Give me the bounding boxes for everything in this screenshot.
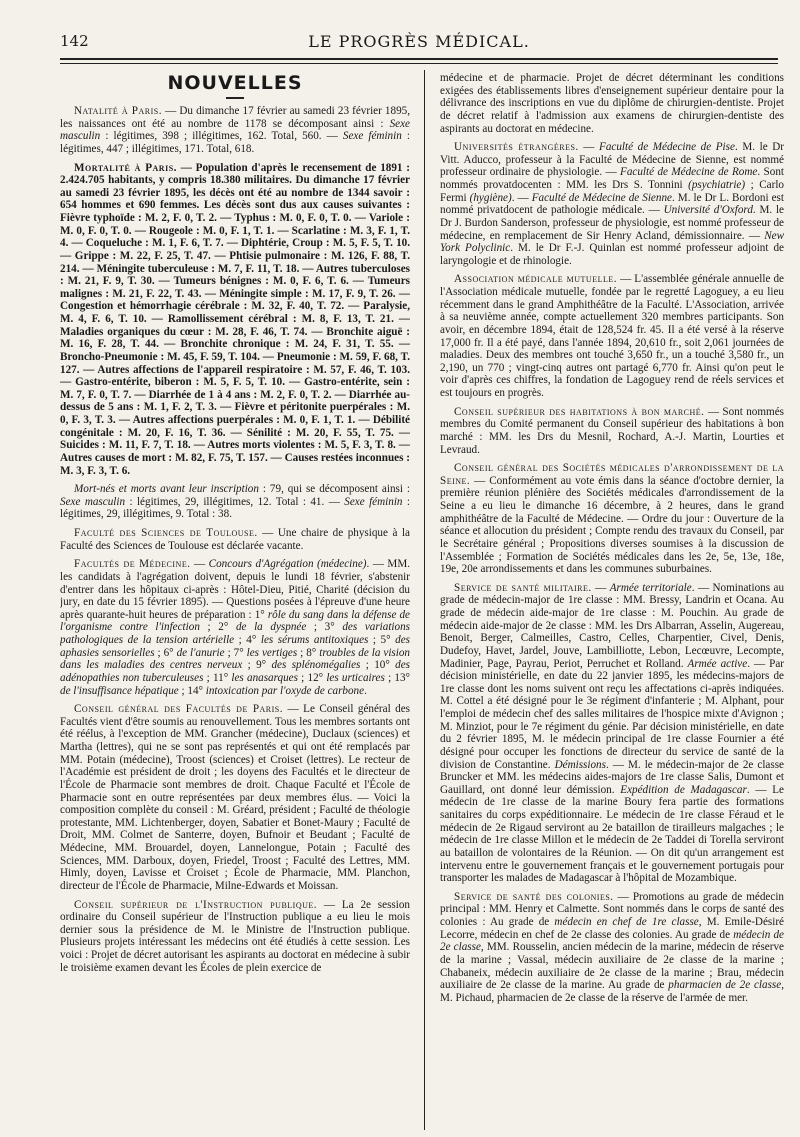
page-number: 142 xyxy=(60,32,89,50)
header-rule-thin xyxy=(60,63,778,64)
article-heading: Conseil supérieur des habitations à bon marché. xyxy=(454,405,705,418)
article-mortalite: Mortalité à Paris. — Population d'après le recensement de 1891 : 2.424.705 habitants, y compris 18.380 militaires. Du dimanche 17 février au samedi 23 février 1895, les décès ont été au nombre de 1344 savoir : 654 hommes et 690 femmes. Les décès sont dus aux causes suivantes : Fièvre typhoïde : M. 2, F. 0, T. 2. — Typhus : M. 0, F. 0, T. 0. — Variole : M. 0, F. 0, T. 0. — Rougeole : M. 0, F. 1, T. 1. — Scarlatine : M. 3, F. 1, T. 4. — Coqueluche : M. 1, F. 6, T. 7. — Diphtérie, Croup : M. 5, F. 5, T. 10. — Grippe : M. 22, F. 25, T. 47. — Phtisie pulmonaire : M. 126, F. 88, T. 214. — Méningite tuberculeuse : M. 7, F. 11, T. 18. — Autres tuberculoses : M. 21, F. 9, T. 30. — Tumeurs bénignes : M. 0, F. 6, T. 6. — Tumeurs malignes : M. 21, F. 22, T. 43. — Méningite simple : M. 17, F. 9, T. 26. — Congestion et hémorrhagie cérébrale : M. 32, F. 40, T. 72. — Paralysie, M. 4, F. 6, T. 10. — Ramollissement cérébral : M. 8, F. 13, T. 21. — Maladies organiques du cœur : M. 28, F. 46, T. 74. — Bronchite aiguë : M. 16, F. 28, T. 44. — Bronchite chronique : M. 24, F. 31, T. 55. — Broncho-Pneumonie : M. 45, F. 59, T. 104. — Pneumonie : M. 59, F. 68, T. 127. — Autres affections de l'appareil respiratoire : M. 57, F. 46, T. 103. — Gastro-entérite, biberon : M. 5, F. 5, T. 10. — Gastro-entérite, sein : M. 7, F. 0, T. 7. — Diarrhée de 1 à 4 ans : M. 2, F. 0, T. 2. — Diarrhée au-dessus de 5 ans : M. 1, F. 2, T. 3. — Fièvre et péritonite puerpérales : M. 0, F. 3, T. 3. — Autres affections puerpérales : M. 0, F. 1, T. 1. — Débilité congénitale : M. 20, F. 16, T. 36. — Sénilité : M. 20, F. 55, T. 75. — Suicides : M. 11, F. 7, T. 18. — Autres morts violentes : M. 5, F. 3, T. 8. — Autres causes de mort : M. 82, F. 75, T. 157. — Causes restées inconnues : M. 3, F. 3, T. 6. xyxy=(60,161,410,477)
article-heading: Service de santé des colonies. xyxy=(454,890,614,903)
article-habitations: Conseil supérieur des habitations à bon marché. — Sont nommés membres du Comité permanent du Conseil supérieur des habitations à bon marché : MM. les Drs du Mesnil, Rochard, A.-J. Martin, Lourties et Levraud. xyxy=(440,405,784,456)
left-column xyxy=(60,70,410,1135)
column-divider xyxy=(424,70,425,1130)
article-heading: Conseil général des Sociétés médicales d'arrondissement de la Seine. xyxy=(440,462,784,487)
article-conseil-facultes: Conseil général des Facultés de Paris. — Le Conseil général des Facultés vient d'être soumis au renouvellement. Tous les membres sortants ont été réélus, à l'exception de MM. Grancher (médecine), Duclaux (sciences) et Martha (lettres), qui ne se sont pas représentés et qui ont été remplacés par MM. Potain (médecine), Troost (sciences) et Croiset (lettres). Le recteur de l'Académie est président de droit ; les doyens des Facultés et le directeur de l'École de Pharmacie sont membres de droit. Chaque Faculté et l'École de Pharmacie sont en outre représentées par deux membres élus. — Voici la composition complète du conseil : M. Gréard, président ; Faculté de théologie protestante, MM. Lichtenberger, doyen, Sabatier et Bonet-Maury ; Faculté de Droit, MM. Colmet de Santerre, doyen, Bufnoir et Beudant ; Faculté de Médecine, MM. Brouardel, doyen, Lannelongue, Potain ; Faculté des Sciences, MM. Darboux, doyen, Friedel, Troost ; Faculté des Lettres, MM. Himly, doyen, Lavisse et Croiset ; École de Pharmacie, MM. Planchon, directeur de l'École de Pharmacie, Milne-Edwards et Moissan. xyxy=(60,703,410,892)
article-association: Association médicale mutuelle. — L'assemblée générale annuelle de l'Association médicale mutuelle, fondée par le regretté Lagoguey, a eu lieu récemment dans le grand Amphithéâtre de la Faculté. L'Association, arrivée à sa neuvième année, compte actuellement 320 membres participants. Son avoir, en décembre 1894, était de 128,524 fr. 45. Il a été versé à la réserve 17,000 fr. Il a été payé, dans l'année 1894, 20,610 fr., soit 2,061 journées de maladies. Deux des membres ont touché 3,650 fr., un a touché 3,580 fr., un 2,190, un 770 ; vingt-cinq autres ont partagé 6,770 fr. Ainsi qu'on peut le voir d'après ces chiffres, la fondation de Lagoguey rend de réels services et est toujours en progrès. xyxy=(440,273,784,399)
article-conseil-societes: Conseil général des Sociétés médicales d'arrondissement de la Seine. — Conformément au vote émis dans la séance d'octobre dernier, la première réunion plénière des Sociétés médicales d'arrondissement de la Seine a eu lieu le dimanche 16 décembre, à 2 heures, dans le grand amphithéâtre de la Faculté de Médecine. — Ordre du jour : Ouverture de la séance et allocution du président ; Compte rendu des travaux du Conseil, par le Secrétaire général ; Propositions diverses soumises à la discussion de l'Assemblée ; Formation de Sociétés médicales dans les 2e, 5e, 13e, 18e, 19e, 20e arrondissements et dans les communes suburbaines. xyxy=(440,462,784,576)
article-heading: Faculté des Sciences de Toulouse. xyxy=(74,527,258,539)
article-heading: Conseil supérieur de l'Instruction publique. xyxy=(74,898,318,911)
article-universites: Universités étrangères. — Faculté de Médecine de Pise. M. le Dr Vitt. Aducco, professeur à la Faculté de Médecine de Sienne, est nommé professeur ordinaire de physiologie. — Faculté de Médecine de Rome. Sont nommés provatdocenten : MM. les Drs S. Tonnini (psychiatrie) ; Carlo Fermi (hygiène). — Faculté de Médecine de Sienne. M. le Dr L. Bordoni est nommé privatdocent de pathologie médicale. — Université d'Oxford. M. le Dr J. Burdon Sanderson, professeur de physiologie, est nommé professeur de médecine, en remplacement de Sir Henry Acland, démissionnaire. — New York Polyclinic. M. le Dr F.-J. Quinlan est nommé professeur adjoint de laryngologie et de rhinologie. xyxy=(440,141,784,267)
page-header xyxy=(60,32,778,54)
article-service-colonies: Service de santé des colonies. — Promotions au grade de médecin principal : MM. Henry et Calmette. Sont nommés dans le corps de santé des colonies : Au grade de médecin en chef de 1re classe, M. Emile-Désiré Lecorre, médecin en chef de 2e classe des colonies. Au grade de médecin de 2e classe, MM. Rousselin, ancien médecin de la marine, médecin de réserve de la marine ; Vassal, médecin auxiliaire de 2e classe de la marine ; Chabaneix, médecin auxiliaire de 2e classe de la marine ; Brau, médecin auxiliaire de 2e classe de la marine. Au grade de pharmacien de 2e classe, M. Pichaud, pharmacien de 2e classe de la réserve de l'armée de mer. xyxy=(440,890,784,1004)
article-continuation: médecine et de pharmacie. Projet de décret déterminant les conditions exigées des établissements libres d'enseignement supérieur dentaire pour la délivrance des inscriptions en vue du diplôme de chirurgien-dentiste. Projet de décret relatif à l'admission aux examens de chirurgien-dentiste des aspirants au doctorat en médecine. xyxy=(440,72,784,135)
article-service-militaire: Service de santé militaire. — Armée territoriale. — Nominations au grade de médecin-major de 1re classe : MM. Bressy, Landrin et Ocana. Au grade de médecin aide-major de 1re classe : M. Pouchin. Au grade de médecin aide-major de 2e classe : MM. les Drs Albarran, Asselin, Augereau, Benoit, Berger, Calmeilles, Castro, Celles, Charpentier, Civel, Denis, Dudefoy, Havet, Jardel, Jouve, Lambilliotte, Lebon, Lecœuvre, Lecompte, Madinier, Page, Payrau, Periot, Perruchet et Rolland. Armée active. — Par décision ministérielle, en date du 22 janvier 1895, les médecins-majors de 1re classe dont les noms suivent ont reçu les affectations ci-après indiquées. M. Cottel a été désigné pour le 3e régiment d'infanterie ; M. Alphant, pour l'emploi de médecin chef des salles militaires de l'hospice mixte d'Avignon ; M. Minziot, pour le 7e régiment du génie. Par décision ministérielle, en date du 2 février 1895, M. le médecin principal de 1re classe Fournier a été désigné pour occuper les fonctions de directeur du service de santé de la division de Constantine. Démissions. — M. le médecin-major de 2e classe Bruncker et MM. les médecins aides-majors de 1re classe Salis, Dumont et Gauillard, ont donné leur démission. Expédition de Madagascar. — Le médecin de 1re classe de la marine Boury fera partie des formations sanitaires du corps expéditionnaire. Le médecin de 1re classe Féraud et le médecin de 2e Rigaud serviront au 2e bataillon de tirailleurs malgaches ; le médecin de 1re classe Millon et le médecin de 2e Taddei di Torella serviront au bataillon de volontaires de la Réunion. — On dit qu'un arrangement est intervenu entre le gouvernement français et le gouvernement portugais pour transporter les malades de Madagascar à l'hôpital de Mozambique. xyxy=(440,581,784,885)
article-heading: Conseil général des Facultés de Paris. xyxy=(74,703,284,716)
article-facultes-medecine: Facultés de Médecine. — Concours d'Agrégation (médecine). — MM. les candidats à l'agrégation doivent, depuis le lundi 18 février, s'abstenir d'entrer dans les hôpitaux ci-après : Hôtel-Dieu, Pitié, Charité (décision du jury, en date du 15 février 1895). — Questions posées à l'épreuve d'une heure après quarante-huit heures de préparation : 1° rôle du sang dans la défense de l'organisme contre l'infection ; 2° de la dyspnée ; 3° des variations pathologiques de la tension artérielle ; 4° les sérums antitoxiques ; 5° des aphasies sensorielles ; 6° de l'anurie ; 7° les vertiges ; 8° troubles de la vision dans les maladies des centres nerveux ; 9° des splénomégalies ; 10° des adénopathies non tuberculeuses ; 11° les anasarques ; 12° les urticaires ; 13° de l'insuffisance hépatique ; 14° intoxication par l'oxyde de carbone. xyxy=(60,558,410,697)
article-morts-nes: Mort-nés et morts avant leur inscription : 79, qui se décomposent ainsi : Sexe masculin : légitimes, 29, illégitimes, 12. Total : 41. — Sexe féminin : légitimes, 29, illégitimes, 9. Total : 38. xyxy=(60,483,410,521)
header-rule xyxy=(60,58,778,60)
article-heading: Universités étrangères. xyxy=(454,141,579,154)
article-heading: Natalité à Paris. xyxy=(74,105,162,117)
title-underline xyxy=(226,97,244,99)
article-natalite: Natalité à Paris. — Du dimanche 17 février au samedi 23 février 1895, les naissances ont été au nombre de 1178 se décomposant ainsi : Sexe masculin : légitimes, 398 ; illégitimes, 162. Total, 560. — Sexe féminin : légitimes, 447 ; illégitimes, 171. Total, 618. xyxy=(60,105,410,155)
article-heading: Association médicale mutuelle. xyxy=(454,273,618,286)
article-conseil-instruction: Conseil supérieur de l'Instruction publique. — La 2e session ordinaire du Conseil supérieur de l'Instruction publique a eu lieu le mois dernier sous la présidence de M. le Ministre de l'Instruction publique. Plusieurs projets intéressant les médecins ont été étudiés à cette session. Les voici : Projet de décret autorisant les aspirants au doctorat en médecine à subir le troisième examen devant les Écoles de plein exercice de xyxy=(60,898,410,974)
article-heading: Mortalité à Paris. xyxy=(74,161,177,174)
article-toulouse: Faculté des Sciences de Toulouse. — Une chaire de physique à la Faculté des Sciences de Toulouse est déclarée vacante. xyxy=(60,527,410,552)
section-title: NOUVELLES xyxy=(167,72,303,94)
running-title: LE PROGRÈS MÉDICAL. xyxy=(308,32,530,51)
right-column xyxy=(440,72,784,1137)
article-heading: Facultés de Médecine. xyxy=(74,558,191,571)
article-heading: Service de santé militaire. xyxy=(454,581,592,594)
